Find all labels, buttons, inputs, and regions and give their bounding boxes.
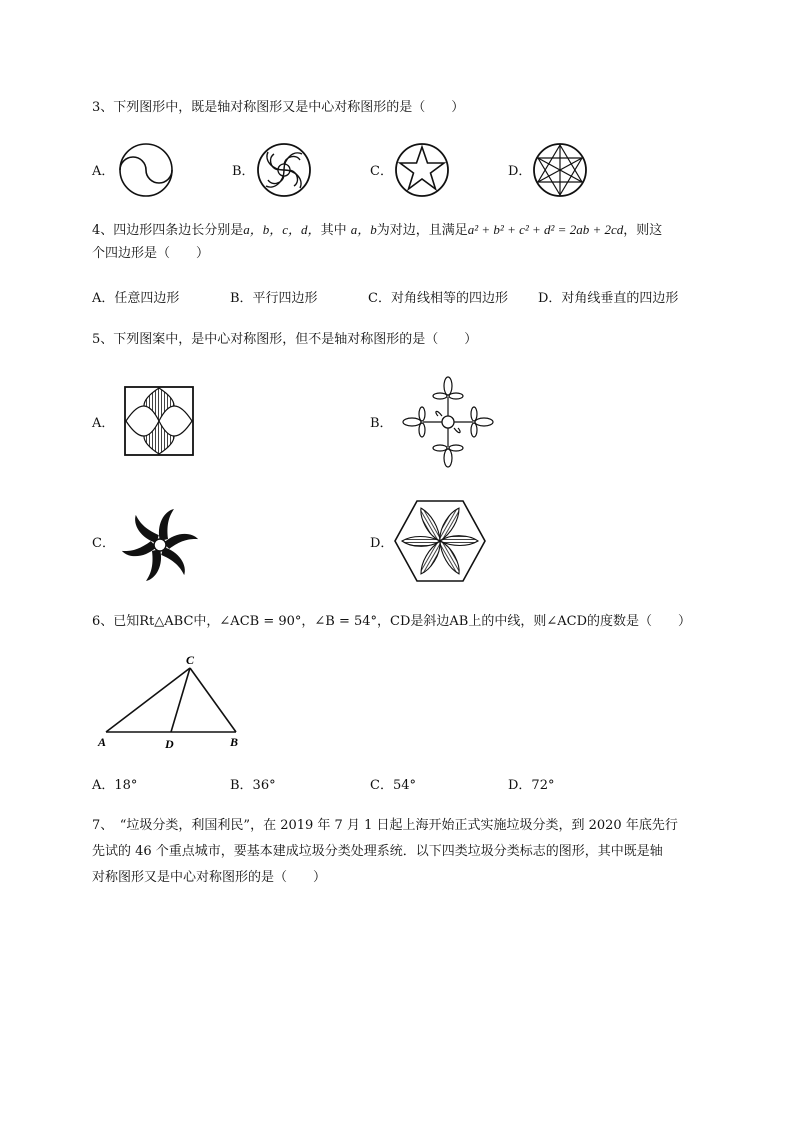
q4-option-d: D．对角线垂直的四边形 bbox=[538, 291, 679, 306]
q4-option-c: C．对角线相等的四边形 bbox=[368, 291, 508, 306]
q5-figure-c-pinwheel-icon bbox=[118, 505, 202, 585]
q4-option-a: A．任意四边形 bbox=[92, 291, 180, 306]
question-7-line-2: 先试的 46 个重点城市，要基本建成垃圾分类处理系统．以下四类垃圾分类标志的图形，其中既是轴 bbox=[92, 844, 663, 859]
q5-option-a-label: A． bbox=[92, 416, 115, 431]
q6-triangle-figure bbox=[96, 652, 256, 752]
q3-option-b-label: B． bbox=[232, 164, 255, 179]
q6-option-a: A．18° bbox=[92, 778, 138, 793]
q6-option-c: C．54° bbox=[370, 778, 416, 793]
q5-option-b-label: B． bbox=[370, 416, 393, 431]
q5-option-d-label: D． bbox=[370, 536, 394, 551]
q3-figure-d-hexstar-icon bbox=[532, 142, 588, 198]
q3-option-d-label: D． bbox=[508, 164, 532, 179]
q6-label-a: A bbox=[98, 735, 107, 749]
question-6-text: 6、已知Rt△ABC中，∠ACB = 90°，∠B = 54°，CD是斜边AB上的中线，则∠ACD的度数是（ ） bbox=[92, 614, 691, 629]
question-4-line-2: 个四边形是（ ） bbox=[92, 246, 210, 261]
question-4-line-1: 4、四边形四条边长分别是a，b，c，d，其中 a，b为对边，且满足a² + b² + c² + d² = 2ab + 2cd，则这 bbox=[92, 222, 663, 238]
q5-option-c-label: C． bbox=[92, 536, 115, 551]
q5-figure-d-hexagon-icon bbox=[394, 500, 486, 582]
question-3-text: 3、下列图形中，既是轴对称图形又是中心对称图形的是（ ） bbox=[92, 100, 465, 115]
q3-figure-c-star-icon bbox=[394, 142, 450, 198]
question-7-line-3: 对称图形又是中心对称图形的是（ ） bbox=[92, 870, 327, 885]
q4-equation: a² + b² + c² + d² = 2ab + 2cd bbox=[467, 222, 624, 237]
q5-figure-b-flower-icon bbox=[398, 372, 498, 472]
q3-option-c-label: C． bbox=[370, 164, 393, 179]
q6-label-b: B bbox=[230, 735, 239, 749]
q3-figure-b-swirl-icon bbox=[256, 142, 312, 198]
q5-figure-a-petal-square-icon bbox=[124, 386, 194, 456]
q6-label-d: D bbox=[165, 737, 174, 751]
question-5-text: 5、下列图案中，是中心对称图形，但不是轴对称图形的是（ ） bbox=[92, 332, 478, 347]
q3-option-a-label: A． bbox=[92, 164, 115, 179]
q6-label-c: C bbox=[186, 653, 195, 667]
q6-option-b: B．36° bbox=[230, 778, 276, 793]
q4-option-b: B．平行四边形 bbox=[230, 291, 318, 306]
q3-figure-a-yinyang-icon bbox=[118, 142, 174, 198]
question-7-line-1: 7、 “垃圾分类，利国利民”，在 2019 年 7 月 1 日起上海开始正式实施垃圾分类，到 2020 年底先行 bbox=[92, 818, 678, 833]
q6-option-d: D．72° bbox=[508, 778, 555, 793]
